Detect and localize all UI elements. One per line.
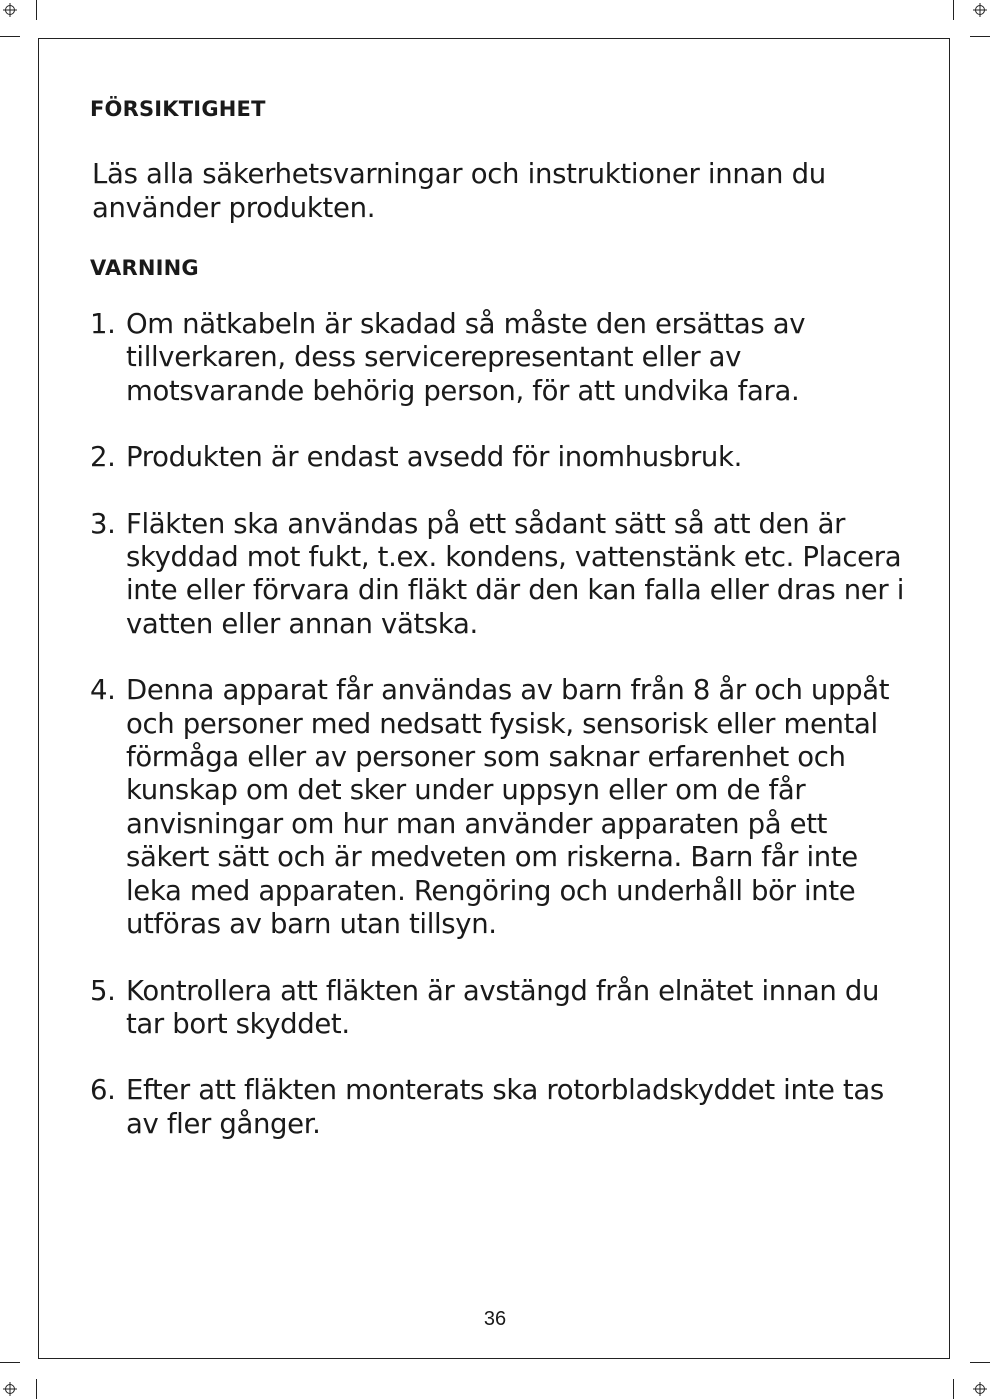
caution-text: Läs alla säkerhetsvarningar och instruktioner innan du använder produkten. bbox=[92, 158, 826, 224]
warning-list bbox=[90, 308, 905, 1174]
registration-mark-icon bbox=[973, 3, 987, 17]
warning-item bbox=[90, 508, 905, 642]
warning-item-number: 2. bbox=[90, 441, 116, 474]
crop-mark bbox=[953, 1379, 954, 1399]
crop-mark bbox=[970, 1362, 990, 1363]
warning-item bbox=[90, 1074, 905, 1141]
registration-mark-icon bbox=[3, 1382, 17, 1396]
warning-item-number: 3. bbox=[90, 507, 116, 540]
warning-item-number: 1. bbox=[90, 308, 116, 340]
crop-mark bbox=[0, 36, 20, 37]
warning-item bbox=[90, 975, 905, 1042]
warning-item bbox=[90, 308, 905, 408]
page-number: 36 bbox=[483, 1308, 507, 1330]
warning-heading: VARNING bbox=[90, 256, 199, 280]
crop-mark bbox=[953, 0, 954, 20]
crop-mark bbox=[970, 36, 990, 37]
warning-item-number: 6. bbox=[90, 1074, 116, 1107]
caution-heading: FÖRSIKTIGHET bbox=[90, 97, 266, 121]
crop-mark bbox=[36, 0, 37, 20]
crop-mark bbox=[0, 1362, 20, 1363]
registration-mark-icon bbox=[973, 1382, 987, 1396]
warning-item-text: Kontrollera att fläkten är avstängd från elnätet innan du tar bort skyddet. bbox=[126, 974, 880, 1040]
warning-item-text: Denna apparat får användas av barn från 8 år och uppåt och personer med nedsatt fysisk, sensorisk eller mental förmåga eller av personer som saknar erfarenhet och kunskap om det sker under uppsyn eller om de får anvisningar om hur man använder apparaten på ett säkert sätt och är medveten om riskerna. Barn får inte leka med apparaten. Rengöring och underhåll bör inte utföras av barn utan tillsyn. bbox=[126, 674, 890, 941]
warning-item-text: Om nätkabeln är skadad så måste den ersättas av tillverkaren, dess servicerepresentant eller av motsvarande behörig person, för att undvika fara. bbox=[126, 308, 806, 407]
warning-item-number: 5. bbox=[90, 974, 116, 1007]
warning-item bbox=[90, 674, 905, 941]
warning-item bbox=[90, 441, 905, 474]
warning-item-text: Efter att fläkten monterats ska rotorbladskyddet inte tas av fler gånger. bbox=[126, 1074, 884, 1140]
warning-item-text: Produkten är endast avsedd för inomhusbruk. bbox=[126, 441, 742, 474]
warning-item-text: Fläkten ska användas på ett sådant sätt så att den är skyddad mot fukt, t.ex. kondens, vattenstänk etc. Placera inte eller förvara din fläkt där den kan falla eller dras ner i vatten eller annan vätska. bbox=[126, 507, 905, 640]
registration-mark-icon bbox=[3, 3, 17, 17]
warning-item-number: 4. bbox=[90, 674, 116, 707]
crop-mark bbox=[36, 1379, 37, 1399]
